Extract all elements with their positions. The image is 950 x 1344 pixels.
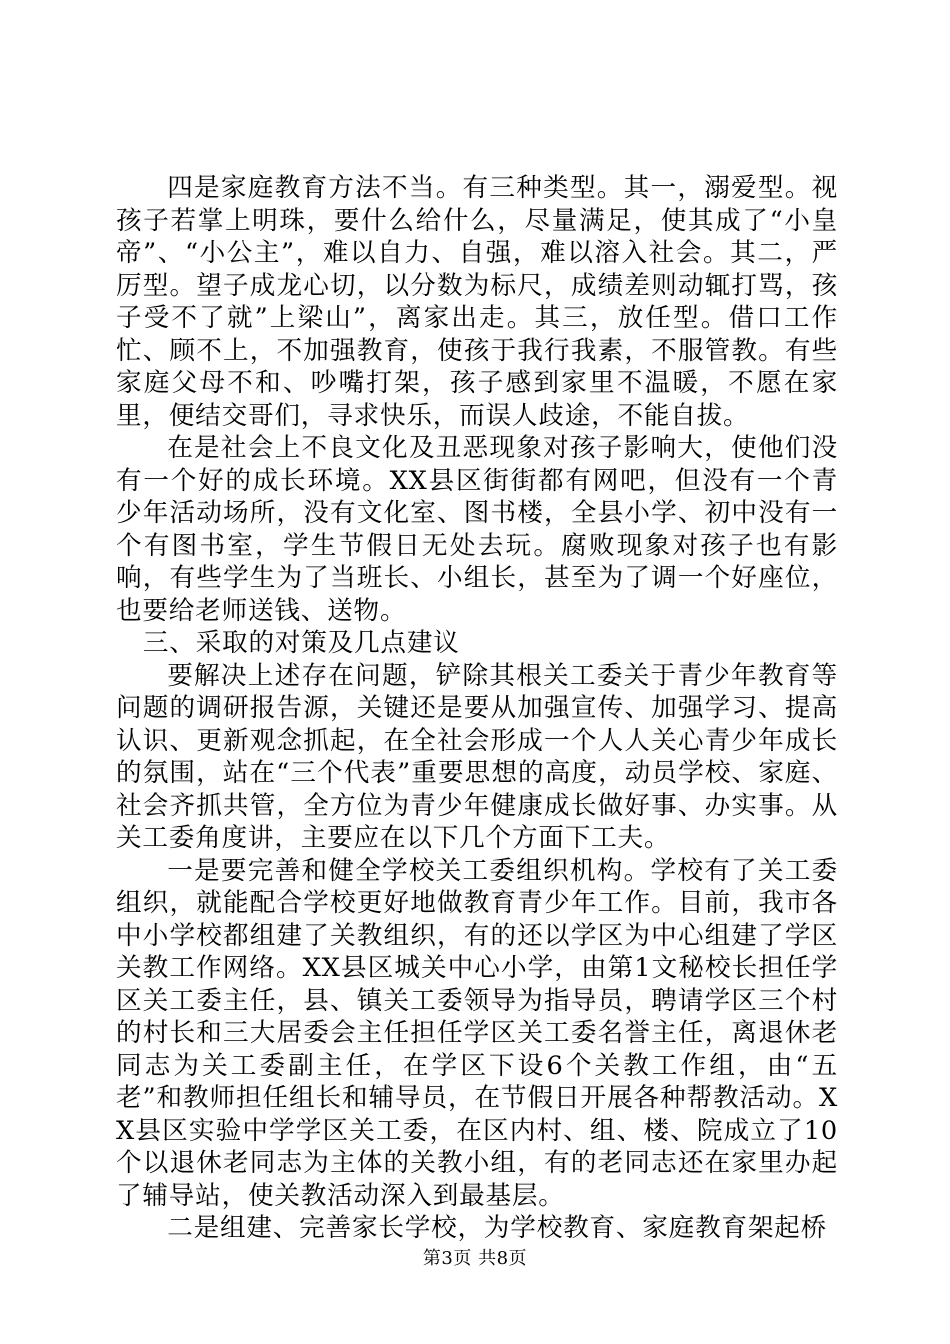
paragraph-family-education: 四是家庭教育方法不当。有三种类型。其一，溺爱型。视孩子若掌上明珠，要什么给什么，尽量满足，使其成了“小皇帝”、“小公主”，难以自力、自强，难以溶入社会。其二，严厉型。望子成龙心切，以分数为标尺，成绩差则动辄打骂，孩子受不了就”上梁山”，离家出走。其三，放任型。借口工作忙、顾不上，不加强教育，使孩于我行我素，不服管教。有些家庭父母不和、吵嘴打架，孩子感到家里不温暖，不愿在家里，便结交哥们，寻求快乐，而误人歧途，不能自拔。 [116,173,838,431]
section-heading: 三、采取的对策及几点建议 [142,628,460,658]
paragraph-social-influence: 在是社会上不良文化及丑恶现象对孩子影响大，使他们没有一个好的成长环境。XX县区街街都有网吧，但没有一个青少年活动场所，没有文化室、图书楼，全县小学、初中没有一个有图书室，学生节假日无处去玩。腐败现象对孩子也有影响，有些学生为了当班长、小组长，甚至为了调一个好座位，也要给老师送钱、送物。 [116,433,838,626]
paragraph-school-committee: 一是要完善和健全学校关工委组织机构。学校有了关工委组织，就能配合学校更好地做教育青少年工作。目前，我市各中小学校都组建了关教组织，有的还以学区为中心组建了学区关教工作网络。XX县区城关中心小学，由第1文秘校长担任学区关工委主任，县、镇关工委领导为指导员，聘请学区三个村的村长和三大居委会主任担任学区关工委名誉主任，离退休老同志为关工委副主任，在学区下设6个关教工作组，由“五老”和教师担任组长和辅导员，在节假日开展各种帮教活动。XX县区实验中学学区关工委，在区内村、组、楼、院成立了10个以退休老同志为主体的关教小组，有的老同志还在家里办起了辅导站，使关教活动深入到最基层。 [116,855,838,1211]
document-body [116,172,838,1245]
page-number-footer: 第3页 共8页 [422,1248,528,1269]
paragraph-parent-school: 二是组建、完善家长学校，为学校教育、家庭教育架起桥 [167,1213,828,1243]
paragraph-solution-overview: 要解决上述存在问题，铲除其根关工委关于青少年教育等问题的调研报告源，关键还是要从加强宣传、加强学习、提高认识、更新观念抓起，在全社会形成一个人人关心青少年成长的氛围，站在“三个代表”重要思想的高度，动员学校、家庭、社会齐抓共管，全方位为青少年健康成长做好事、办实事。从关工委角度讲，主要应在以下几个方面下工夫。 [116,660,838,853]
